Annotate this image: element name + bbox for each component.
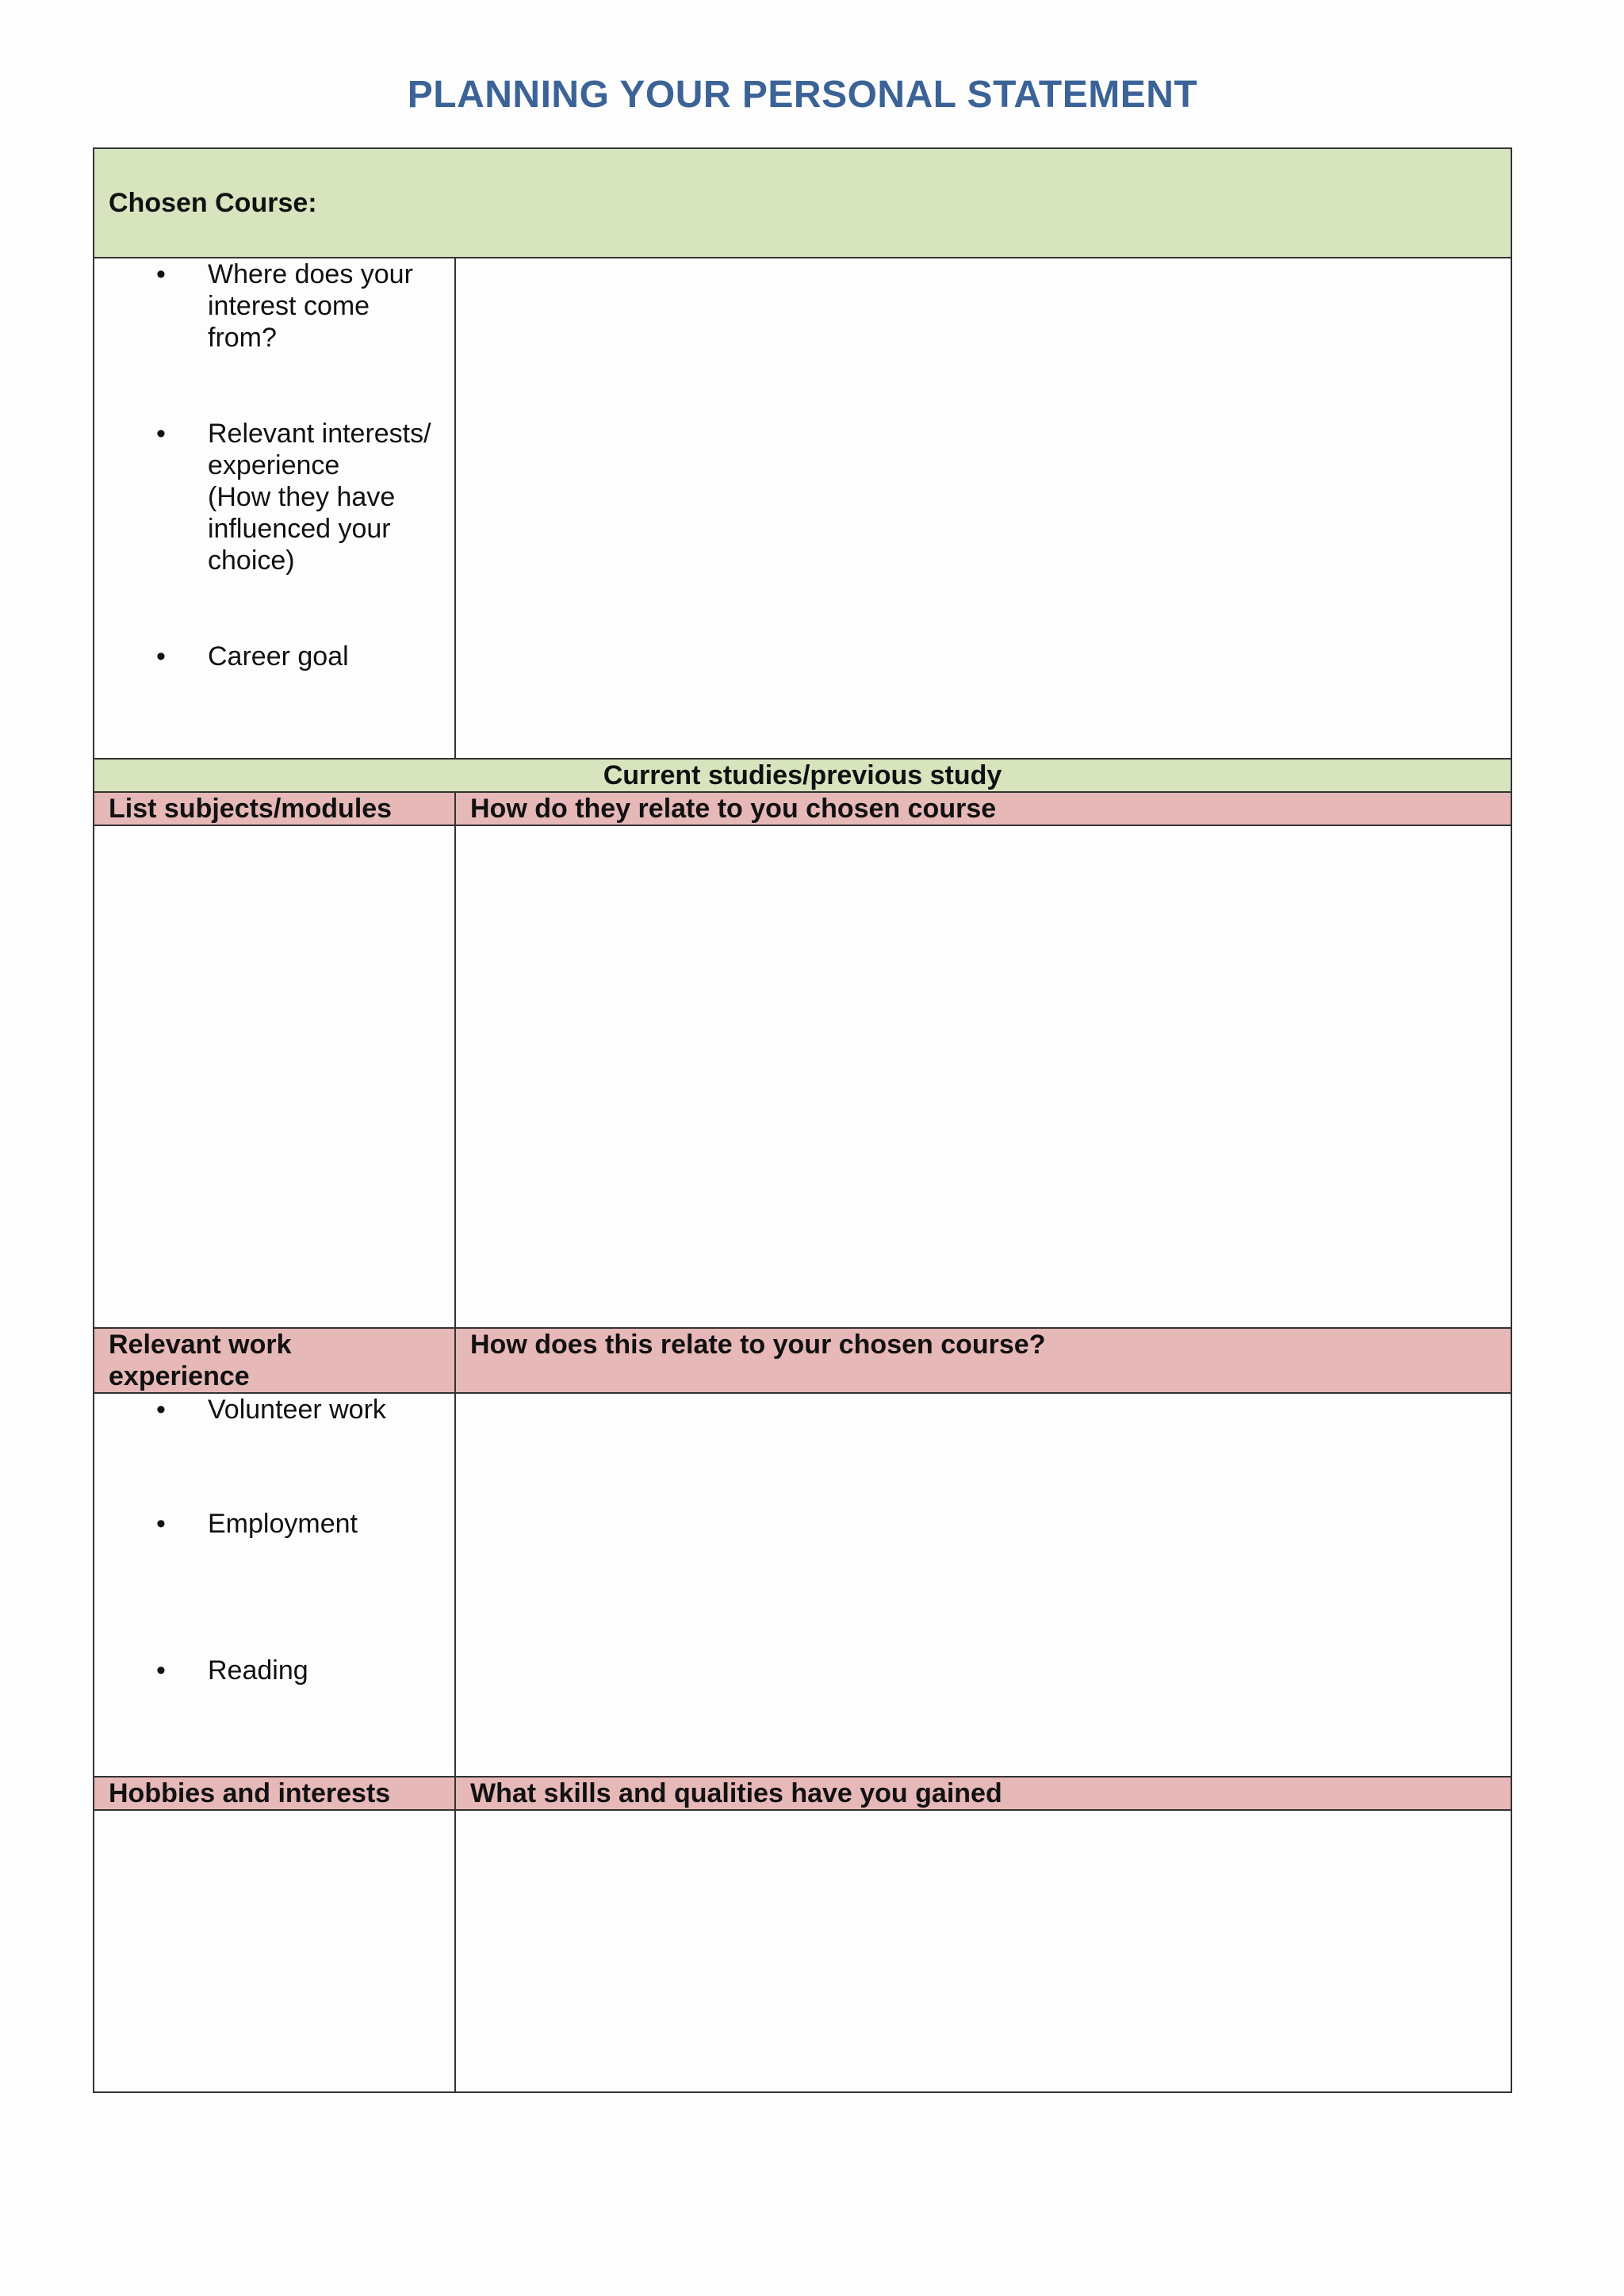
work-experience-header — [94, 1328, 455, 1393]
page-title: PLANNING YOUR PERSONAL STATEMENT — [407, 74, 1198, 116]
header-line: Relevant work — [109, 1330, 292, 1360]
subjects-header: List subjects/modules — [94, 792, 455, 825]
bullet-icon: • — [156, 641, 166, 672]
work-relation-header: How does this relate to your chosen course? — [455, 1328, 1511, 1393]
interest-prompts-cell — [94, 258, 455, 759]
bullet-line: influenced your — [208, 514, 391, 544]
list-item — [94, 1508, 454, 1540]
list-item — [94, 641, 454, 672]
skills-field[interactable] — [455, 1810, 1511, 2092]
bullet-line: choice) — [208, 545, 295, 576]
bullet-line: from? — [208, 323, 277, 353]
chosen-course-label: Chosen Course: — [109, 188, 317, 218]
interest-answer-field[interactable] — [455, 258, 1511, 759]
list-item — [94, 418, 454, 576]
subjects-relation-header: How do they relate to you chosen course — [455, 792, 1511, 825]
bullet-line: Career goal — [208, 641, 349, 672]
list-item — [94, 258, 454, 354]
bullet-text: Volunteer work — [208, 1395, 386, 1425]
bullet-line: experience — [208, 450, 340, 480]
bullet-icon: • — [156, 259, 166, 289]
bullet-line: interest come — [208, 291, 370, 321]
bullet-text: Employment — [208, 1509, 358, 1539]
work-prompts-list — [94, 1394, 454, 1686]
skills-header: What skills and qualities have you gained — [455, 1777, 1511, 1810]
bullet-icon: • — [156, 1395, 166, 1425]
studies-heading: Current studies/previous study — [94, 759, 1511, 792]
bullet-line: Where does your — [208, 259, 413, 289]
work-relation-field[interactable] — [455, 1393, 1511, 1777]
bullet-line: (How they have — [208, 482, 396, 512]
hobbies-field[interactable] — [94, 1810, 455, 2092]
bullet-icon: • — [156, 1509, 166, 1539]
header-line: experience — [109, 1361, 250, 1391]
work-prompts-cell — [94, 1393, 455, 1777]
personal-statement-form — [93, 147, 1512, 2093]
subjects-relation-field[interactable] — [455, 825, 1511, 1328]
list-item — [94, 1394, 454, 1425]
chosen-course-field[interactable] — [94, 148, 1511, 258]
bullet-icon: • — [156, 419, 166, 449]
bullet-icon: • — [156, 1655, 166, 1686]
bullet-line: Relevant interests/ — [208, 419, 431, 449]
bullet-text: Reading — [208, 1655, 308, 1686]
interest-prompts-list — [94, 258, 454, 672]
subjects-field[interactable] — [94, 825, 455, 1328]
hobbies-header: Hobbies and interests — [94, 1777, 455, 1810]
list-item — [94, 1655, 454, 1686]
